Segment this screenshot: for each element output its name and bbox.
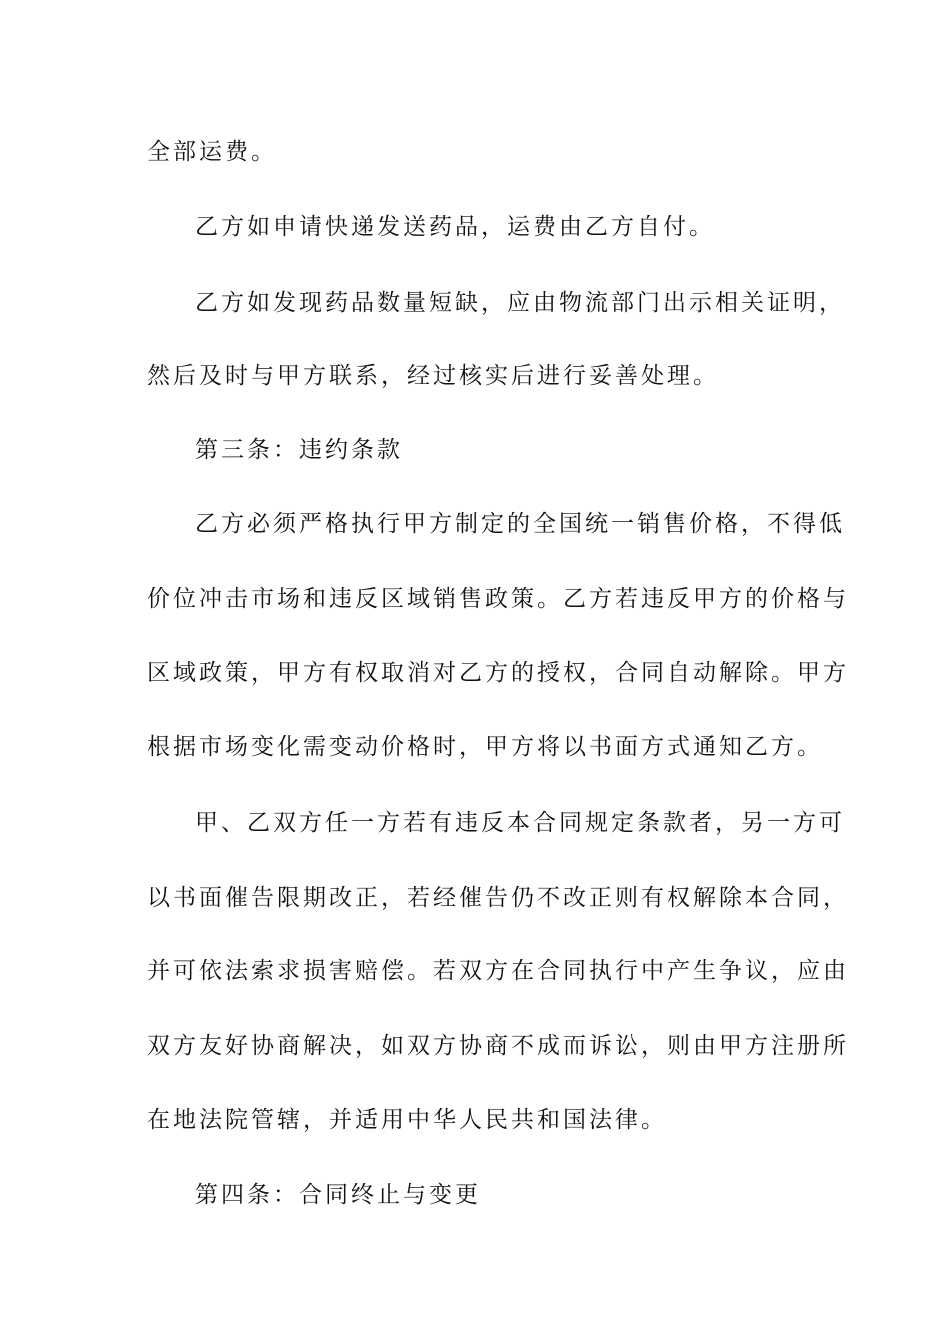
paragraph-line: 乙方必须严格执行甲方制定的全国统一销售价格，不得低 [195, 511, 845, 537]
paragraph-line: 乙方如发现药品数量短缺，应由物流部门出示相关证明， [195, 290, 845, 316]
paragraph-line: 双方友好协商解决，如双方协商不成而诉讼，则由甲方注册所 [147, 1033, 849, 1059]
paragraph-line: 乙方如申请快递发送药品，运费由乙方自付。 [195, 214, 715, 240]
paragraph-line: 区域政策，甲方有权取消对乙方的授权，合同自动解除。甲方 [147, 660, 849, 686]
section-heading: 第四条：合同终止与变更 [195, 1182, 481, 1208]
paragraph-line: 然后及时与甲方联系，经过核实后进行妥善处理。 [147, 363, 719, 389]
paragraph-line: 价位冲击市场和违反区域销售政策。乙方若违反甲方的价格与 [147, 586, 849, 612]
paragraph-line: 根据市场变化需变动价格时，甲方将以书面方式通知乙方。 [147, 734, 823, 760]
paragraph-line: 在地法院管辖，并适用中华人民共和国法律。 [147, 1107, 667, 1133]
paragraph-line: 全部运费。 [147, 139, 277, 165]
paragraph-line: 以书面催告限期改正，若经催告仍不改正则有权解除本合同， [147, 885, 849, 911]
section-heading: 第三条：违约条款 [195, 437, 403, 463]
paragraph-line: 并可依法索求损害赔偿。若双方在合同执行中产生争议，应由 [147, 958, 849, 984]
paragraph-line: 甲、乙双方任一方若有违反本合同规定条款者，另一方可 [195, 810, 845, 836]
